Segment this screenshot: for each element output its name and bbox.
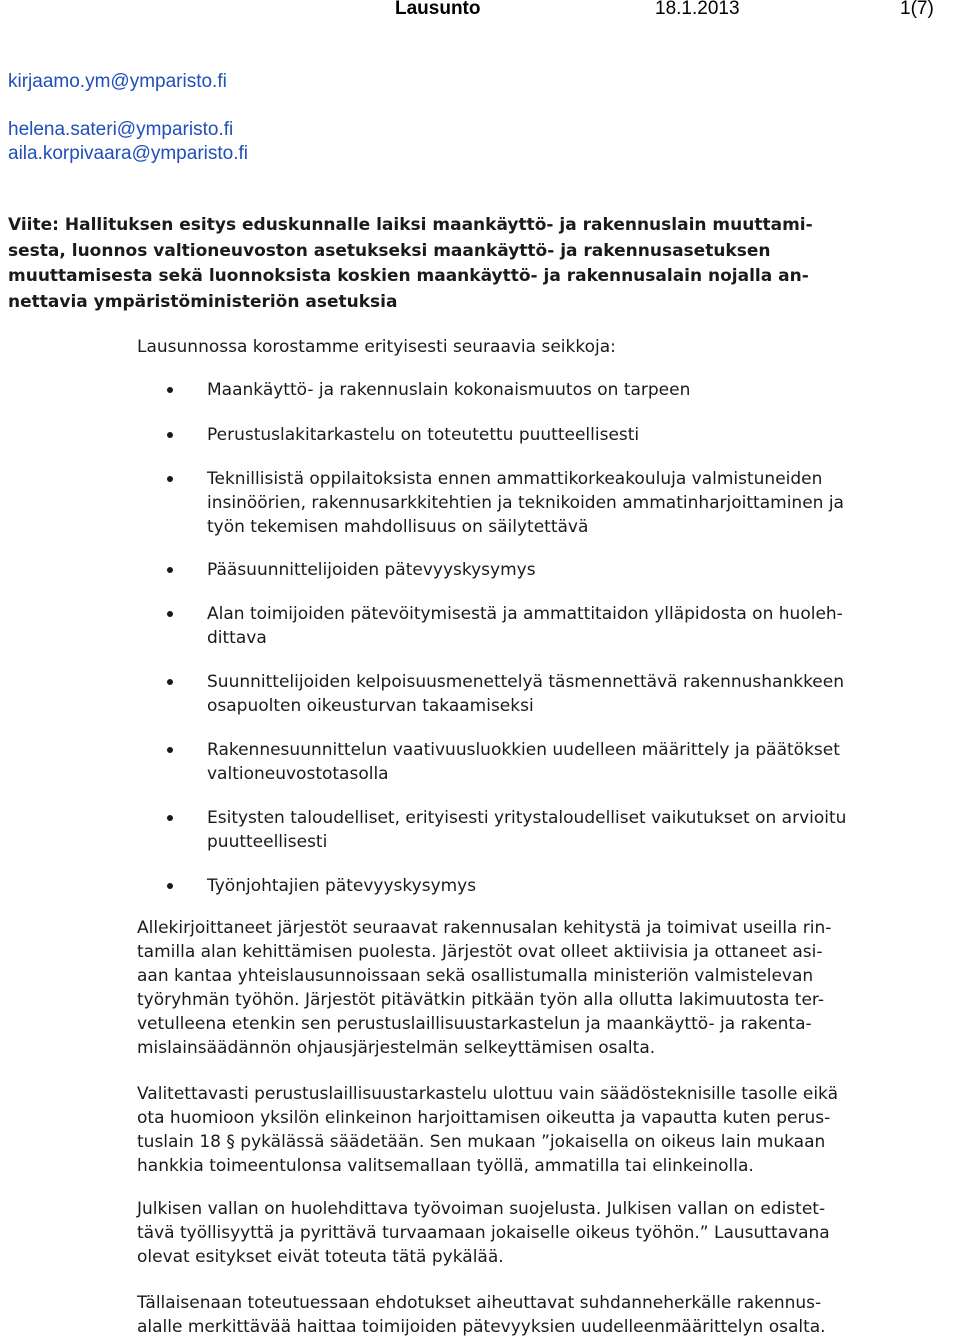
list-item-line: Teknillisistä oppilaitoksista ennen ammattikorkeakouluja valmistuneiden [207, 469, 823, 489]
paragraph-constitution [137, 1082, 960, 1178]
bullet-icon [167, 387, 173, 393]
list-item-line: insinöörien, rakennusarkkitehtien ja teknikoiden ammatinharjoittaminen ja [207, 493, 844, 513]
paragraph-line: olevat esitykset eivät toteuta tätä pykälää. [137, 1247, 504, 1267]
paragraph-line: Allekirjoittaneet järjestöt seuraavat rakennusalan kehitystä ja toimivat useilla rin- [137, 918, 832, 938]
subject-line: Viite: Hallituksen esitys eduskunnalle laiksi maankäyttö- ja rakennuslain muuttami- [8, 215, 813, 235]
bullet-icon [167, 432, 173, 438]
intro-line: Lausunnossa korostamme erityisesti seuraavia seikkoja: [137, 337, 616, 357]
list-item-line: Maankäyttö- ja rakennuslain kokonaismuutos on tarpeen [207, 380, 691, 400]
bullet-icon [167, 883, 173, 889]
list-item-line: Suunnittelijoiden kelpoisuusmenettelyä täsmennettävä rakennushankkeen [207, 672, 844, 692]
paragraph-line: ota huomioon yksilön elinkeinon harjoittamisen oikeutta ja vapautta kuten perus- [137, 1108, 831, 1128]
paragraph-line: tamilla alan kehittämisen puolesta. Järjestöt ovat olleet aktiivisia ja ottaneet asi- [137, 942, 823, 962]
paragraph-public-authority [137, 1197, 960, 1269]
bullet-icon [167, 747, 173, 753]
recipient-email-sateri[interactable]: helena.sateri@ymparisto.fi [8, 119, 234, 140]
document-header [0, 0, 960, 24]
paragraph-line: mislainsäädännön ohjausjärjestelmän selkeyttämisen osalta. [137, 1038, 656, 1058]
bullet-icon [167, 679, 173, 685]
paragraph-line: Valitettavasti perustuslaillisuustarkastelu ulottuu vain säädösteknisille tasolle eikä [137, 1084, 839, 1104]
paragraph-organizations [137, 916, 960, 1060]
recipient-email-kirjaamo[interactable]: kirjaamo.ym@ymparisto.fi [8, 71, 227, 92]
bullet-icon [167, 611, 173, 617]
paragraph-line: työryhmän työhön. Järjestöt pitävätkin pitkään työn alla ollutta lakimuutosta ter- [137, 990, 824, 1010]
paragraph-line: tuslain 18 § pykälässä säädetään. Sen mukaan ”jokaisella on oikeus lain mukaan [137, 1132, 826, 1152]
paragraph-line: alalle merkittävää haittaa toimijoiden pätevyyksien uudelleenmäärittelyn osalta. [137, 1317, 826, 1337]
list-item-line: osapuolten oikeusturvan takaamiseksi [207, 696, 534, 716]
paragraph-line: vetulleena etenkin sen perustuslaillisuustarkastelun ja maankäyttö- ja rakenta- [137, 1014, 812, 1034]
intro-text [137, 335, 960, 359]
paragraph-line: Julkisen vallan on huolehdittava työvoiman suojelusta. Julkisen vallan on edistet- [137, 1199, 826, 1219]
list-item-line: Työnjohtajien pätevyyskysymys [207, 876, 477, 896]
list-item-line: Perustuslakitarkastelu on toteutettu puutteellisesti [207, 425, 640, 445]
subject-line: nettavia ympäristöministeriön asetuksia [8, 291, 398, 312]
list-item-line: Pääsuunnittelijoiden pätevyyskysymys [207, 560, 536, 580]
subject-heading [8, 213, 956, 315]
list-item-line: Alan toimijoiden pätevöitymisestä ja ammattitaidon ylläpidosta on huoleh- [207, 604, 843, 624]
list-item-line: valtioneuvostotasolla [207, 764, 389, 784]
list-item-line: puutteellisesti [207, 832, 328, 852]
list-item-line: Esitysten taloudelliset, erityisesti yritystaloudelliset vaikutukset on arvioitu [207, 808, 847, 828]
paragraph-line: tävä työllisyyttä ja pyrittävä turvaamaan jokaiselle oikeus työhön.” Lausuttavana [137, 1223, 830, 1243]
recipient-list [8, 70, 248, 166]
paragraph-consequences [137, 1291, 960, 1339]
bullet-icon [167, 815, 173, 821]
subject-line: muuttamisesta sekä luonnoksista koskien maankäyttö- ja rakennusalain nojalla an- [8, 266, 809, 286]
paragraph-line: aan kantaa yhteislausunnoissaan sekä osallistumalla ministeriön valmistelevan [137, 966, 814, 986]
list-item-line: työn tekemisen mahdollisuus on säilytettävä [207, 517, 589, 537]
bullet-icon [167, 567, 173, 573]
bullet-icon [167, 476, 173, 482]
document-date: 18.1.2013 [655, 0, 740, 19]
list-item-line: Rakennesuunnittelun vaativuusluokkien uudelleen määrittely ja päätökset [207, 740, 840, 760]
page-number: 1(7) [900, 0, 934, 19]
paragraph-line: hankkia toimeentulonsa valitsemallaan työllä, ammatilla tai elinkeinolla. [137, 1156, 754, 1176]
recipient-email-korpivaara[interactable]: aila.korpivaara@ymparisto.fi [8, 143, 248, 164]
list-item-line: dittava [207, 628, 267, 648]
document-type: Lausunto [395, 0, 481, 19]
paragraph-line: Tällaisenaan toteutuessaan ehdotukset aiheuttavat suhdanneherkälle rakennus- [137, 1293, 822, 1313]
subject-line: sesta, luonnos valtioneuvoston asetukseksi maankäyttö- ja rakennusasetuksen [8, 240, 771, 261]
